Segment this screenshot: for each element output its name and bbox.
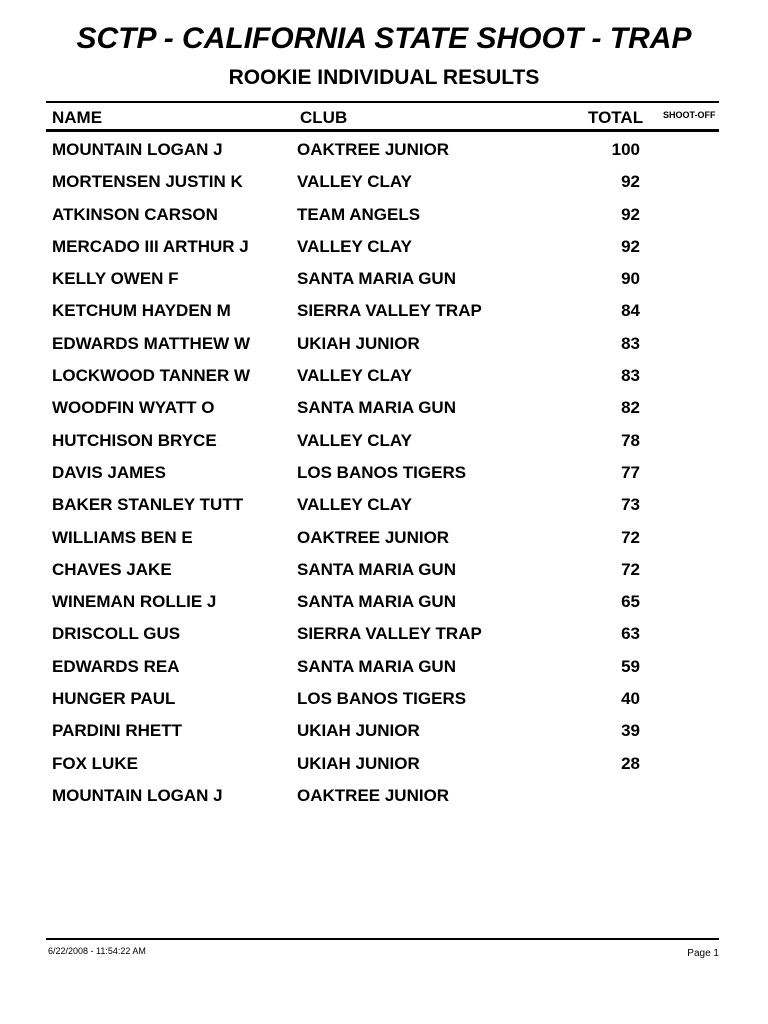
total-score: 39 [621,721,640,741]
shooter-name: FOX LUKE [52,753,138,773]
total-score: 92 [621,204,640,224]
table-row [0,751,768,783]
shooter-name: MORTENSEN JUSTIN K [52,172,243,192]
table-row [0,525,768,557]
table-row [0,169,768,201]
club-name: LOS BANOS TIGERS [297,689,467,709]
page-number: Page 1 [687,948,719,959]
club-name: VALLEY CLAY [297,366,412,386]
club-name: UKIAH JUNIOR [297,333,420,353]
total-score: 28 [621,753,640,773]
club-name: VALLEY CLAY [297,172,412,192]
shooter-name: WILLIAMS BEN E [52,527,193,547]
table-row [0,557,768,589]
print-timestamp: 6/22/2008 - 11:54:22 AM [48,946,146,956]
club-name: OAKTREE JUNIOR [297,527,450,547]
table-row [0,589,768,621]
club-name: SIERRA VALLEY TRAP [297,624,482,644]
club-name: VALLEY CLAY [297,236,412,256]
shooter-name: HUTCHISON BRYCE [52,430,217,450]
total-score: 72 [621,527,640,547]
table-row [0,395,768,427]
shooter-name: MOUNTAIN LOGAN J [52,785,223,805]
club-name: SANTA MARIA GUN [297,559,456,579]
total-score: 83 [621,333,640,353]
club-name: SANTA MARIA GUN [297,656,456,676]
total-score: 65 [621,592,640,612]
shooter-name: EDWARDS MATTHEW W [52,333,250,353]
club-name: UKIAH JUNIOR [297,721,420,741]
top-divider [46,101,719,103]
footer-divider [46,938,719,940]
table-row [0,492,768,524]
shooter-name: LOCKWOOD TANNER W [52,366,250,386]
total-score: 63 [621,624,640,644]
total-score: 82 [621,398,640,418]
total-score: 78 [621,430,640,450]
shooter-name: DRISCOLL GUS [52,624,181,644]
column-header-shoot-off: SHOOT-OFF [663,110,716,120]
table-header [0,106,768,130]
header-divider [46,129,719,132]
table-row [0,234,768,266]
table-row [0,137,768,169]
club-name: SANTA MARIA GUN [297,269,456,289]
shooter-name: DAVIS JAMES [52,462,166,482]
shooter-name: MERCADO III ARTHUR J [52,236,249,256]
shooter-name: BAKER STANLEY TUTT [52,495,244,515]
column-header-club: CLUB [300,108,348,127]
total-score: 92 [621,172,640,192]
shooter-name: HUNGER PAUL [52,689,176,709]
total-score: 77 [621,462,640,482]
total-score: 83 [621,366,640,386]
column-header-total: TOTAL [588,108,644,127]
table-row [0,718,768,750]
shooter-name: KETCHUM HAYDEN M [52,301,231,321]
table-row [0,363,768,395]
table-row [0,202,768,234]
club-name: OAKTREE JUNIOR [297,140,450,159]
club-name: TEAM ANGELS [297,204,421,224]
total-score: 84 [621,301,640,321]
table-row [0,686,768,718]
report-title: SCTP - CALIFORNIA STATE SHOOT - TRAP [76,22,692,55]
shooter-name: MOUNTAIN LOGAN J [52,140,223,159]
club-name: SIERRA VALLEY TRAP [297,301,482,321]
club-name: VALLEY CLAY [297,430,412,450]
club-name: OAKTREE JUNIOR [297,785,450,805]
report-subtitle: ROOKIE INDIVIDUAL RESULTS [228,66,540,89]
club-name: UKIAH JUNIOR [297,753,420,773]
club-name: VALLEY CLAY [297,495,412,515]
total-score: 90 [621,269,640,289]
column-header-name: NAME [52,108,103,127]
total-score: 40 [621,689,640,709]
total-score: 92 [621,236,640,256]
club-name: SANTA MARIA GUN [297,592,456,612]
table-row [0,428,768,460]
table-row [0,266,768,298]
results-table [0,137,768,815]
shooter-name: CHAVES JAKE [52,559,172,579]
shooter-name: ATKINSON CARSON [52,204,218,224]
total-score: 72 [621,559,640,579]
club-name: LOS BANOS TIGERS [297,462,467,482]
table-row [0,298,768,330]
total-score: 73 [621,495,640,515]
club-name: SANTA MARIA GUN [297,398,456,418]
table-row [0,621,768,653]
shooter-name: EDWARDS REA [52,656,180,676]
shooter-name: PARDINI RHETT [52,721,183,741]
table-row [0,654,768,686]
table-row [0,460,768,492]
shooter-name: KELLY OWEN F [52,269,179,289]
table-row [0,783,768,815]
total-score: 100 [611,140,640,159]
total-score: 59 [621,656,640,676]
shooter-name: WINEMAN ROLLIE J [52,592,217,612]
shooter-name: WOODFIN WYATT O [52,398,215,418]
table-row [0,331,768,363]
